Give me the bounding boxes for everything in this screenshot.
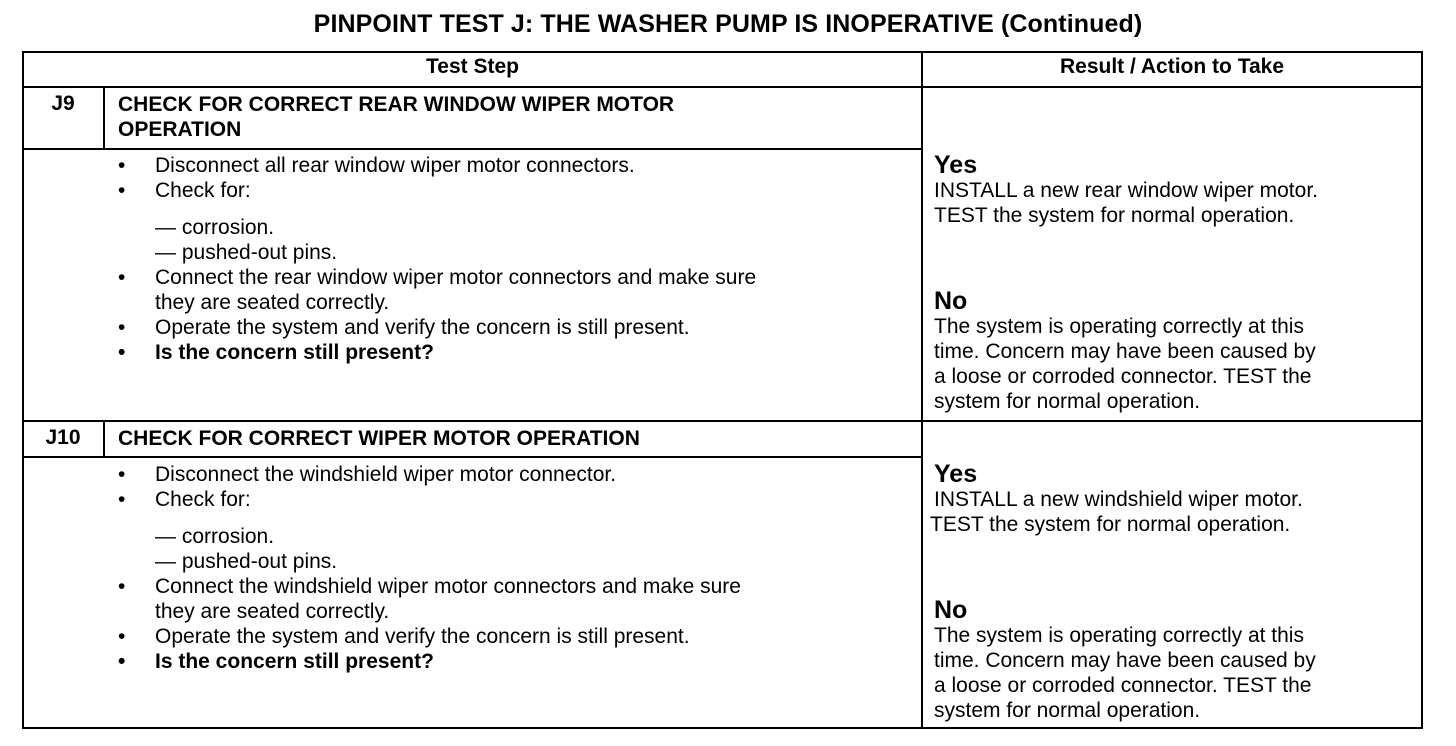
list-item: • Connect the rear window wiper motor connectors and make sure they are seated correctly.: [118, 266, 757, 314]
header-result: Result / Action to Take: [1059, 55, 1285, 78]
yes-label: Yes: [934, 151, 978, 179]
table-border-left: [22, 51, 24, 729]
dash-icon: —: [155, 550, 176, 573]
dash-icon: —: [155, 525, 176, 548]
result-no-j10: No The system is operating correctly at this time. Concern may have been caused by a loose or corroded connector. TEST the system for normal operation.: [934, 597, 1414, 723]
sub-list-item: — pushed-out pins.: [155, 550, 338, 573]
yes-label: Yes: [934, 460, 978, 488]
sub-list-item: — corrosion.: [155, 216, 275, 239]
bullet-icon: •: [118, 316, 126, 339]
header-test-step: Test Step: [426, 55, 519, 78]
step-id-j9: J9: [51, 92, 75, 115]
list-item: • Operate the system and verify the concern is still present.: [118, 625, 690, 648]
row-divider: [22, 420, 1423, 422]
no-label: No: [934, 596, 968, 624]
bullet-icon: •: [118, 488, 126, 511]
list-item: • Disconnect all rear window wiper motor connectors.: [118, 154, 635, 177]
list-item: • Check for:: [118, 179, 251, 202]
sub-list-item: — pushed-out pins.: [155, 241, 338, 264]
bullet-icon: •: [118, 179, 126, 202]
bullet-icon: •: [118, 266, 126, 289]
dash-icon: —: [155, 216, 176, 239]
table-border-right: [1421, 51, 1423, 729]
dash-icon: —: [155, 241, 176, 264]
list-item: • Is the concern still present?: [118, 650, 434, 673]
sub-list-item: — corrosion.: [155, 525, 275, 548]
table-border-bottom: [22, 727, 1423, 729]
list-item: • Connect the windshield wiper motor connectors and make sure they are seated correctly.: [118, 575, 741, 623]
result-yes-j10: Yes INSTALL a new windshield wiper motor. TEST the system for normal operation.: [934, 461, 1414, 537]
no-label: No: [934, 287, 968, 315]
step-body-j9: [118, 153, 913, 365]
bullet-icon: •: [118, 154, 126, 177]
step-title-line: CHECK FOR CORRECT REAR WINDOW WIPER MOTOR: [118, 93, 675, 116]
list-item: • Is the concern still present?: [118, 341, 434, 364]
header-divider: [22, 86, 1423, 88]
step-title-j10: [118, 426, 908, 451]
result-yes-j9: Yes INSTALL a new rear window wiper motor. TEST the system for normal operation.: [934, 152, 1414, 228]
list-item: • Operate the system and verify the concern is still present.: [118, 316, 690, 339]
step-title-divider-j10: [22, 456, 923, 458]
step-title-j9: [118, 92, 908, 142]
table-border-top: [22, 51, 1423, 53]
step-title-line: CHECK FOR CORRECT WIPER MOTOR OPERATION: [118, 427, 640, 450]
page-title: PINPOINT TEST J: THE WASHER PUMP IS INOPERATIVE (Continued): [313, 10, 1143, 38]
column-divider: [921, 51, 923, 729]
bullet-icon: •: [118, 463, 126, 486]
bullet-icon: •: [118, 575, 126, 598]
result-no-j9: No The system is operating correctly at this time. Concern may have been caused by a loose or corroded connector. TEST the system for normal operation.: [934, 288, 1414, 414]
bullet-icon: •: [118, 341, 126, 364]
bullet-icon: •: [118, 650, 126, 673]
step-title-line: OPERATION: [118, 118, 242, 141]
bullet-icon: •: [118, 625, 126, 648]
step-title-divider-j9: [22, 148, 923, 150]
step-id-j10: J10: [45, 426, 81, 449]
list-item: • Disconnect the windshield wiper motor connector.: [118, 463, 617, 486]
list-item: • Check for:: [118, 488, 251, 511]
step-body-j10: [118, 462, 913, 674]
